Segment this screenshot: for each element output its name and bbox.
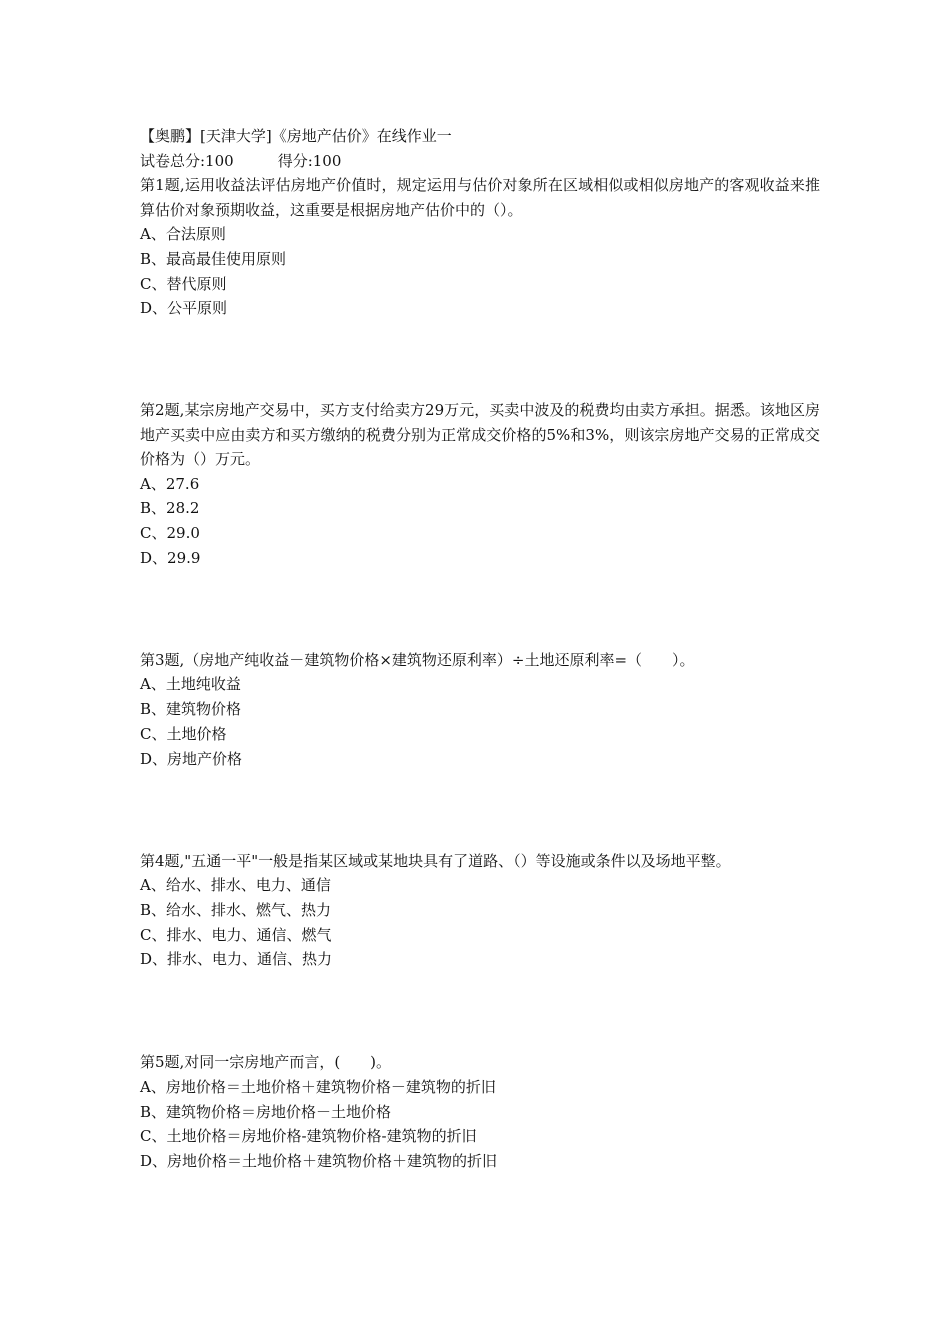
question-3-option-b: B、建筑物价格 bbox=[140, 700, 242, 719]
question-2-option-d: D、29.9 bbox=[140, 549, 201, 568]
question-5-option-a: A、房地价格＝土地价格＋建筑物价格－建筑物的折旧 bbox=[140, 1077, 496, 1096]
question-1-option-b: B、最高最佳使用原则 bbox=[140, 249, 287, 268]
question-1-option-d: D、公平原则 bbox=[140, 299, 228, 318]
question-4 bbox=[140, 849, 820, 973]
question-5-option-d: D、房地价格＝土地价格＋建筑物价格＋建筑物的折旧 bbox=[140, 1152, 498, 1171]
obtained-score: 得分:100 bbox=[277, 151, 342, 170]
question-2-option-a: A、27.6 bbox=[140, 474, 200, 493]
question-1-option-c: C、替代原则 bbox=[140, 274, 227, 293]
question-1-option-a: A、合法原则 bbox=[140, 225, 226, 243]
question-3 bbox=[140, 648, 820, 772]
question-2-text: 第2题,某宗房地产交易中，买方支付给卖方29万元，买卖中波及的税费均由卖方承担。据悉。该地区房地产买卖中应由卖方和买方缴纳的税费分别为正常成交价格的5%和3%，则该宗房地产交易的正常成交价格为（）万元。 bbox=[140, 401, 820, 469]
question-3-option-c: C、土地价格 bbox=[140, 724, 227, 743]
question-2-option-c: C、29.0 bbox=[140, 524, 200, 543]
question-5 bbox=[140, 1050, 820, 1174]
question-1 bbox=[140, 173, 820, 321]
question-5-option-c: C、土地价格＝房地价格-建筑物价格-建筑物的折旧 bbox=[140, 1127, 477, 1146]
document-title: 【奥鹏】[天津大学]《房地产估价》在线作业一 bbox=[140, 127, 452, 145]
question-4-option-d: D、排水、电力、通信、热力 bbox=[140, 950, 333, 969]
question-3-option-d: D、房地产价格 bbox=[140, 749, 243, 768]
question-4-option-c: C、排水、电力、通信、燃气 bbox=[140, 925, 332, 944]
question-1-text: 第1题,运用收益法评估房地产价值时，规定运用与估价对象所在区域相似或相似房地产的客观收益来推算估价对象预期收益，这重要是根据房地产估价中的（）。 bbox=[140, 176, 820, 219]
question-2-option-b: B、28.2 bbox=[140, 499, 200, 518]
question-5-text: 第5题,对同一宗房地产而言，( )。 bbox=[140, 1053, 392, 1072]
question-4-text: 第4题,"五通一平"一般是指某区域或某地块具有了道路、（）等设施或条件以及场地平整。 bbox=[140, 851, 731, 870]
question-4-option-b: B、给水、排水、燃气、热力 bbox=[140, 900, 332, 919]
total-score: 试卷总分:100 bbox=[140, 151, 234, 170]
document-content bbox=[140, 124, 820, 1174]
question-4-option-a: A、给水、排水、电力、通信 bbox=[140, 876, 331, 895]
score-line bbox=[140, 149, 820, 174]
question-2 bbox=[140, 398, 820, 571]
question-3-text: 第3题,（房地产纯收益－建筑物价格×建筑物还原利率）÷土地还原利率=（ ）。 bbox=[140, 650, 695, 669]
question-5-option-b: B、建筑物价格＝房地价格－土地价格 bbox=[140, 1102, 392, 1121]
question-3-option-a: A、土地纯收益 bbox=[140, 675, 241, 694]
